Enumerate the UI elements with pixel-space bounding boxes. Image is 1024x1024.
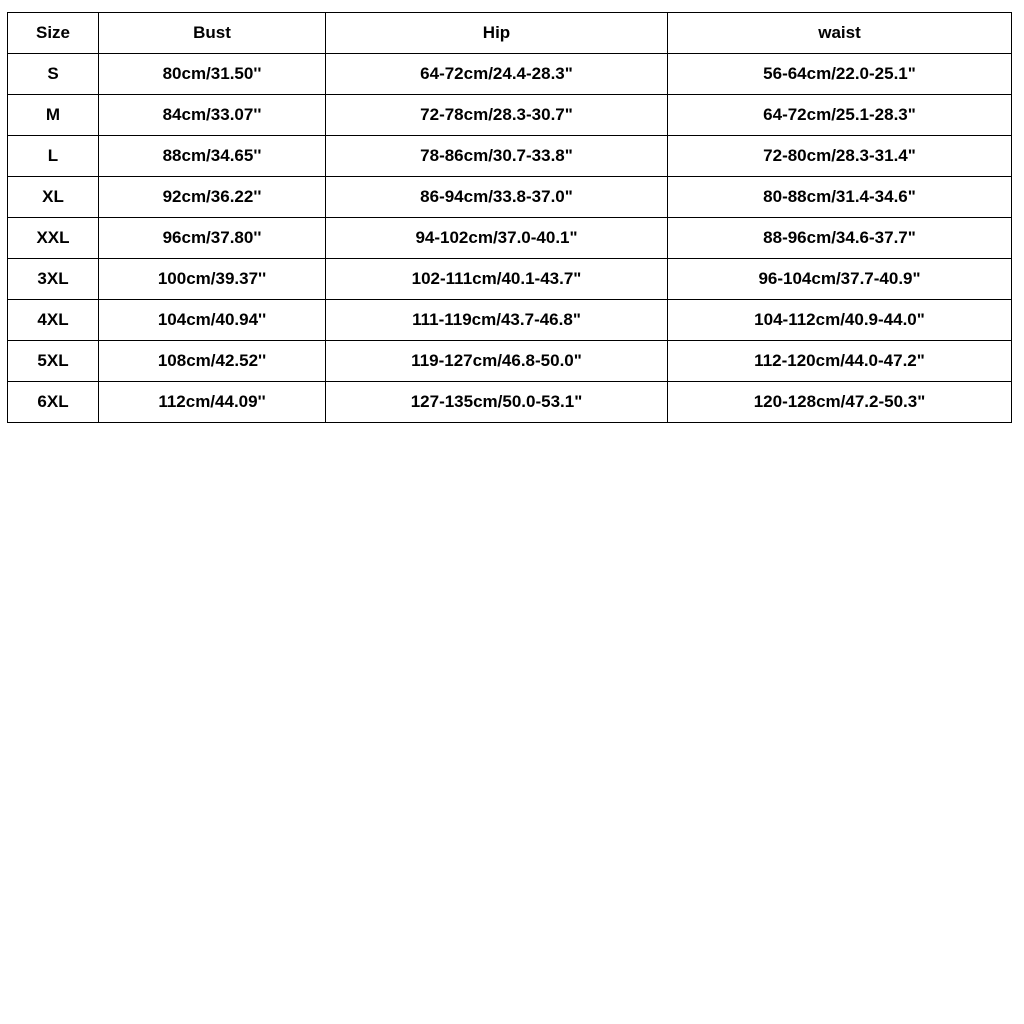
cell-bust: 112cm/44.09'' [99, 382, 326, 423]
table-row [8, 259, 1012, 300]
cell-size: M [8, 95, 99, 136]
cell-bust: 80cm/31.50'' [99, 54, 326, 95]
size-chart-table [7, 12, 1012, 423]
table-header-row [8, 13, 1012, 54]
cell-bust: 84cm/33.07'' [99, 95, 326, 136]
header-size: Size [8, 13, 99, 54]
header-bust: Bust [99, 13, 326, 54]
cell-size: S [8, 54, 99, 95]
cell-size: 3XL [8, 259, 99, 300]
cell-bust: 108cm/42.52'' [99, 341, 326, 382]
table-row [8, 382, 1012, 423]
cell-hip: 86-94cm/33.8-37.0" [326, 177, 668, 218]
cell-hip: 127-135cm/50.0-53.1" [326, 382, 668, 423]
cell-hip: 64-72cm/24.4-28.3" [326, 54, 668, 95]
cell-size: 5XL [8, 341, 99, 382]
cell-size: XXL [8, 218, 99, 259]
cell-waist: 88-96cm/34.6-37.7" [668, 218, 1012, 259]
header-waist: waist [668, 13, 1012, 54]
cell-size: 4XL [8, 300, 99, 341]
table-row [8, 136, 1012, 177]
cell-hip: 72-78cm/28.3-30.7" [326, 95, 668, 136]
cell-waist: 104-112cm/40.9-44.0" [668, 300, 1012, 341]
cell-hip: 119-127cm/46.8-50.0" [326, 341, 668, 382]
table-row [8, 218, 1012, 259]
cell-bust: 100cm/39.37'' [99, 259, 326, 300]
cell-waist: 64-72cm/25.1-28.3" [668, 95, 1012, 136]
cell-bust: 96cm/37.80'' [99, 218, 326, 259]
cell-size: L [8, 136, 99, 177]
cell-bust: 88cm/34.65'' [99, 136, 326, 177]
table-row [8, 95, 1012, 136]
table-row [8, 54, 1012, 95]
cell-hip: 102-111cm/40.1-43.7" [326, 259, 668, 300]
cell-hip: 78-86cm/30.7-33.8" [326, 136, 668, 177]
cell-waist: 96-104cm/37.7-40.9" [668, 259, 1012, 300]
table-row [8, 341, 1012, 382]
table-row [8, 177, 1012, 218]
cell-hip: 111-119cm/43.7-46.8" [326, 300, 668, 341]
cell-bust: 92cm/36.22'' [99, 177, 326, 218]
cell-size: XL [8, 177, 99, 218]
cell-waist: 120-128cm/47.2-50.3" [668, 382, 1012, 423]
cell-waist: 112-120cm/44.0-47.2" [668, 341, 1012, 382]
cell-size: 6XL [8, 382, 99, 423]
cell-bust: 104cm/40.94'' [99, 300, 326, 341]
cell-waist: 80-88cm/31.4-34.6" [668, 177, 1012, 218]
cell-waist: 72-80cm/28.3-31.4" [668, 136, 1012, 177]
header-hip: Hip [326, 13, 668, 54]
table-row [8, 300, 1012, 341]
cell-waist: 56-64cm/22.0-25.1" [668, 54, 1012, 95]
cell-hip: 94-102cm/37.0-40.1" [326, 218, 668, 259]
